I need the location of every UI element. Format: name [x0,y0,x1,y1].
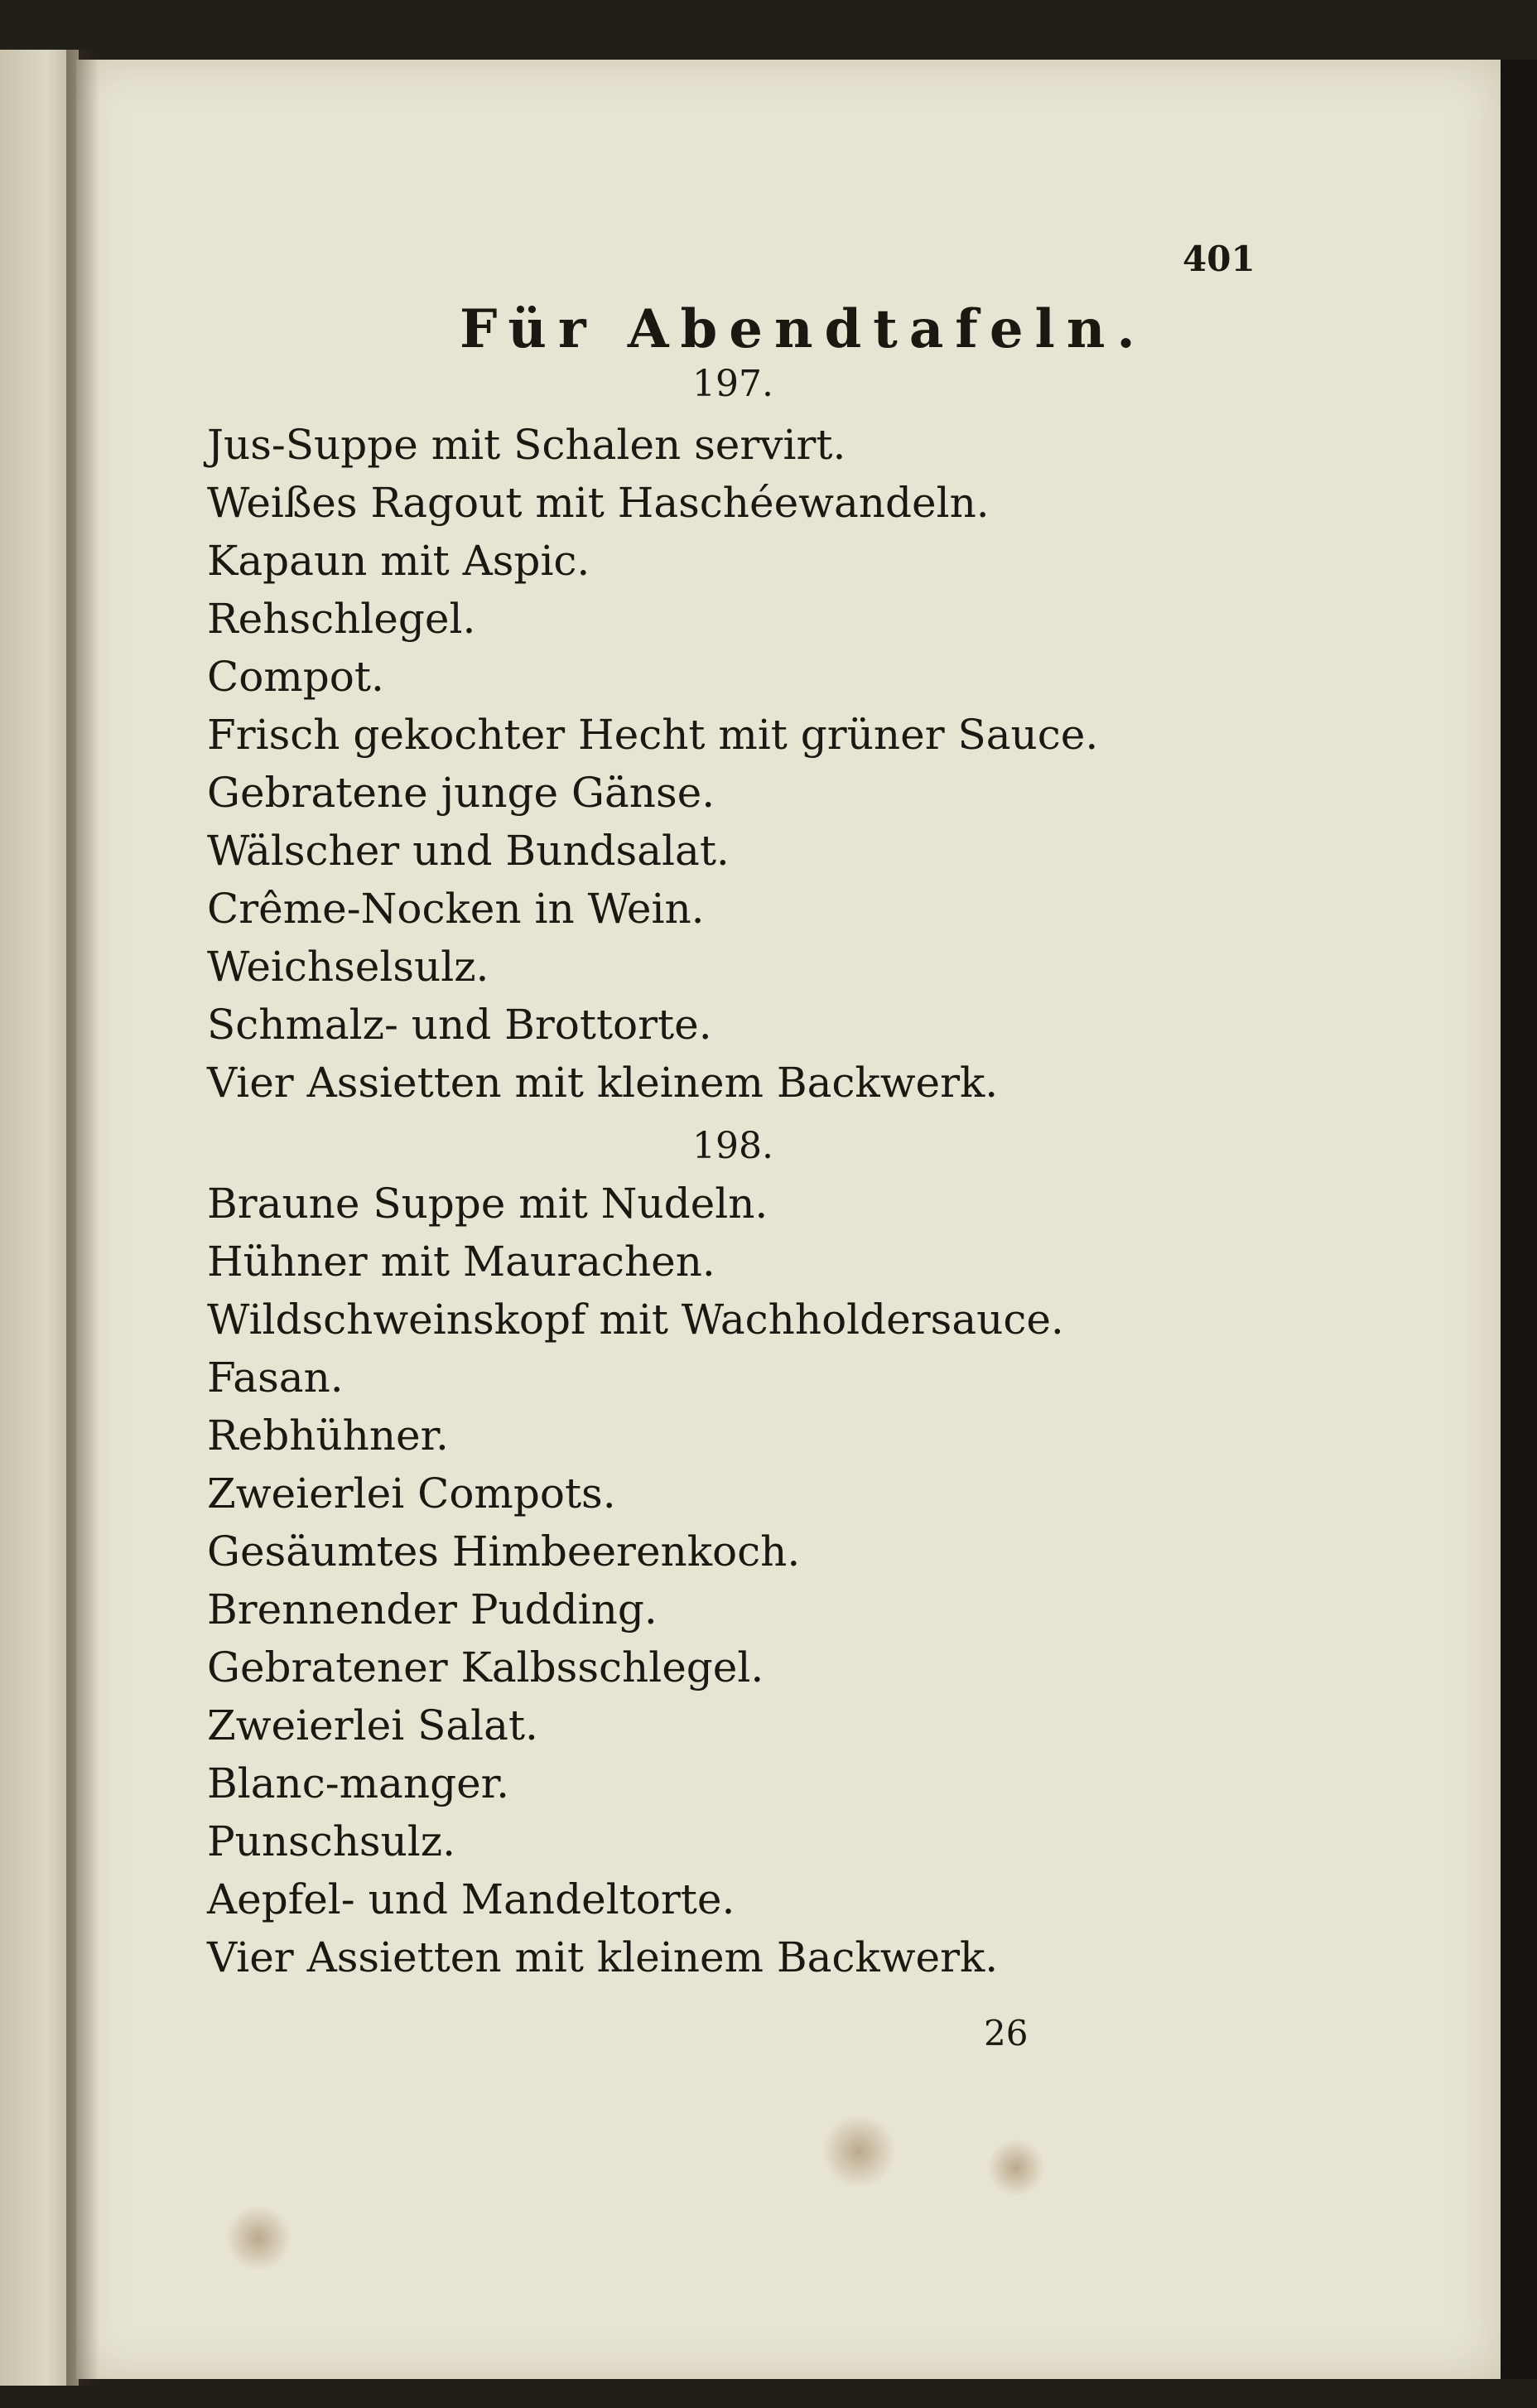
menu-item: Vier Assietten mit kleinem Backwerk. [207,1059,999,1107]
page-heading: Für Abendtafeln. [460,298,1147,360]
menu-item: Crême-Nocken in Wein. [207,885,705,933]
menu-item: Wildschweinskopf mit Wachholdersauce. [207,1296,1064,1344]
menu-item: Schmalz- und Brottorte. [207,1001,712,1049]
menu-item: Blanc-manger. [207,1759,509,1807]
menu-item: Gebratener Kalbsschlegel. [207,1643,764,1691]
page-number: 401 [1183,239,1255,279]
paper-stain [987,2139,1045,2197]
menu-number: 198. [692,1125,773,1167]
right-border [1501,60,1537,2379]
menu-item: Gebratene junge Gänse. [207,769,716,817]
menu-item: Weißes Ragout mit Haschéewandeln. [207,479,990,527]
menu-item: Gesäumtes Himbeerenkoch. [207,1527,801,1576]
menu-item: Weichselsulz. [207,943,489,991]
menu-item: Rehschlegel. [207,595,476,643]
menu-number: 197. [692,363,773,405]
menu-item: Kapaun mit Aspic. [207,537,590,585]
menu-item: Vier Assietten mit kleinem Backwerk. [207,1933,999,1981]
menu-item: Fasan. [207,1354,344,1402]
spine-shadow [66,50,99,2386]
menu-item: Braune Suppe mit Nudeln. [207,1180,768,1228]
paper-stain [822,2114,896,2188]
menu-item: Rebhühner. [207,1412,449,1460]
menu-item: Zweierlei Salat. [207,1701,538,1749]
menu-list [207,416,1098,1112]
signature-mark: 26 [984,2013,1029,2053]
menu-list [207,1175,1064,1986]
menu-item: Frisch gekochter Hecht mit grüner Sauce. [207,711,1099,759]
menu-item: Compot. [207,653,384,701]
menu-item: Aepfel- und Mandeltorte. [207,1875,735,1923]
paper-stain [225,2205,292,2271]
menu-item: Zweierlei Compots. [207,1469,616,1518]
menu-item: Hühner mit Maurachen. [207,1238,716,1286]
menu-item: Jus-Suppe mit Schalen servirt. [207,421,846,469]
menu-item: Punschsulz. [207,1817,455,1865]
menu-item: Wälscher und Bundsalat. [207,827,730,875]
menu-item: Brennender Pudding. [207,1585,658,1633]
